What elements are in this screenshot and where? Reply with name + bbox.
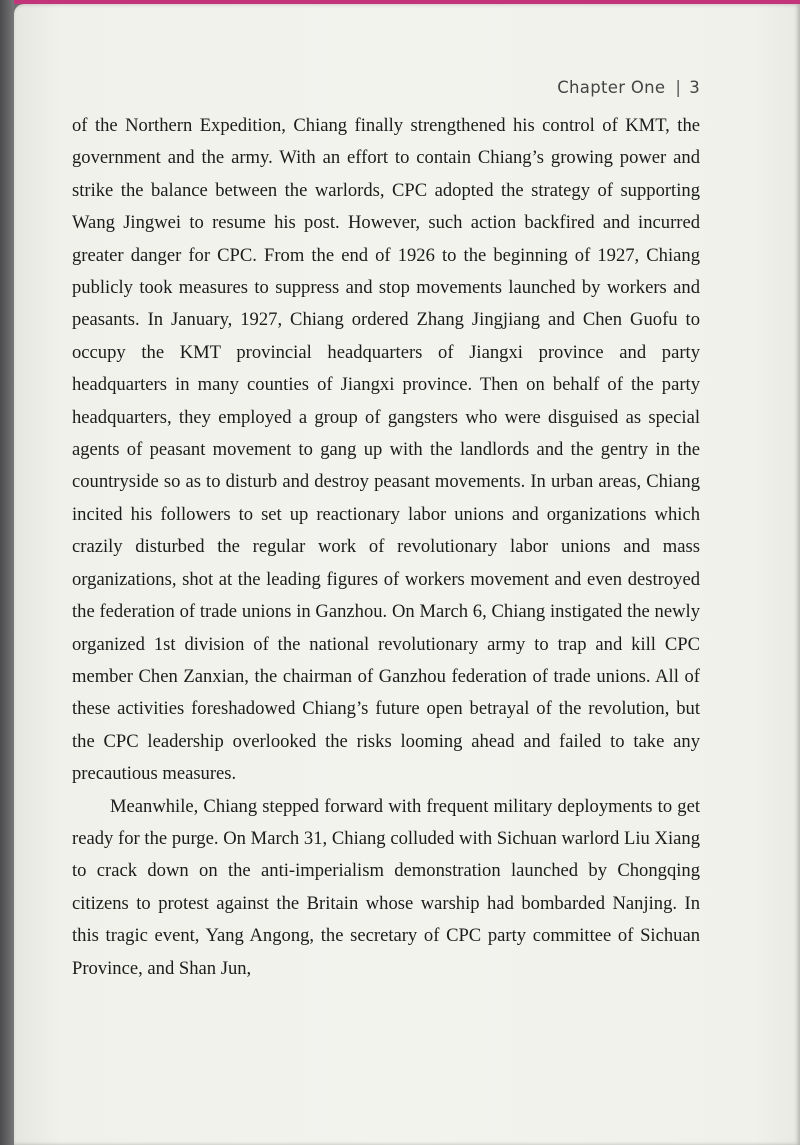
binding-shadow	[0, 0, 14, 1145]
header-separator: |	[675, 78, 682, 97]
paragraph-1: of the Northern Expedition, Chiang finally strengthened his control of KMT, the government and the army. With an effort to contain Chiang’s growing power and strike the balance between the warlords, CPC adopted the strategy of supporting Wang Jingwei to resume his post. However, such action backfired and incurred greater danger for CPC. From the end of 1926 to the beginning of 1927, Chiang publicly took measures to suppress and stop movements launched by workers and peasants. In January, 1927, Chiang ordered Zhang Jingjiang and Chen Guofu to occupy the KMT provincial headquarters of Jiangxi province and party headquarters in many counties of Jiangxi province. Then on behalf of the party headquarters, they employed a group of gangsters who were disguised as special agents of peasant movement to gang up with the landlords and the gentry in the countryside so as to disturb and destroy peasant movements. In urban areas, Chiang incited his followers to set up reactionary labor unions and organizations which crazily disturbed the regular work of revolutionary labor unions and mass organizations, shot at the leading figures of workers movement and even destroyed the federation of trade unions in Ganzhou. On March 6, Chiang instigated the newly organized 1st division of the national revolutionary army to trap and kill CPC member Chen Zanxian, the chairman of Ganzhou federation of trade unions. All of these activities foreshadowed Chiang’s future open betrayal of the revolution, but the CPC leadership overlooked the risks looming ahead and failed to take any precautious measures.	[72, 115, 700, 785]
paragraph-2: Meanwhile, Chiang stepped forward with frequent military deployments to get ready for the purge. On March 31, Chiang colluded with Sichuan warlord Liu Xiang to crack down on the anti-imperialism demonstration launched by Chongqing citizens to protest against the Britain whose warship had bombarded Nanjing. In this tragic event, Yang Angong, the secretary of CPC party committee of Sichuan Province, and Shan Jun,	[72, 795, 700, 979]
chapter-title: Chapter One	[557, 78, 666, 97]
page-body	[72, 110, 700, 985]
running-header	[557, 78, 700, 97]
page-number: 3	[689, 78, 700, 97]
